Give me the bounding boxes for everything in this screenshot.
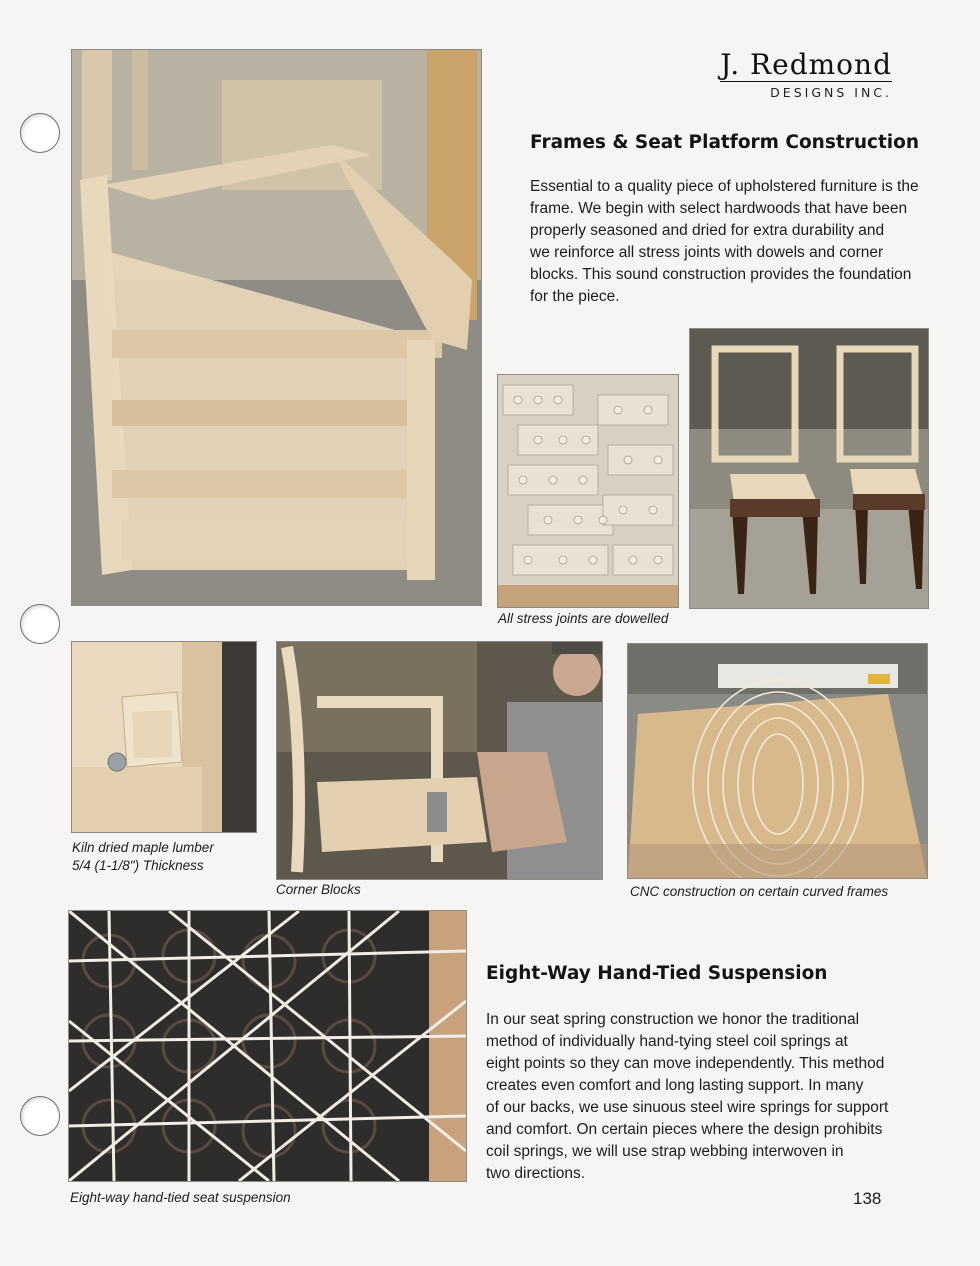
body-line: creates even comfort and long lasting support. In many: [486, 1077, 864, 1094]
caption-kiln-dried: [72, 839, 214, 875]
section-suspension-heading: Eight-Way Hand-Tied Suspension: [486, 963, 828, 984]
kiln-dried-lumber-photo: [71, 641, 257, 833]
body-line: method of individually hand-tying steel coil springs at: [486, 1033, 848, 1050]
body-line: we reinforce all stress joints with dowels and corner: [530, 244, 884, 261]
corner-blocks-photo: [276, 641, 603, 880]
caption-dowels: All stress joints are dowelled: [498, 611, 669, 626]
chair-frames-photo: [689, 328, 929, 609]
section-frames-heading: Frames & Seat Platform Construction: [530, 132, 920, 153]
brand-name: J. Redmond: [720, 48, 892, 81]
brand-logo: [720, 50, 892, 100]
body-line: coil springs, we will use strap webbing interwoven in: [486, 1143, 844, 1160]
caption-line: Kiln dried maple lumber: [72, 840, 214, 855]
body-line: frame. We begin with select hardwoods that have been: [530, 200, 908, 217]
sofa-frame-photo: [71, 49, 482, 606]
section-frames-body: [530, 176, 919, 308]
body-line: In our seat spring construction we honor the traditional: [486, 1011, 860, 1028]
body-line: for the piece.: [530, 288, 620, 305]
body-line: eight points so they can move independently. This method: [486, 1055, 885, 1072]
page-number: 138: [853, 1189, 882, 1208]
body-line: two directions.: [486, 1165, 586, 1182]
brand-subtitle: DESIGNS INC.: [770, 85, 892, 100]
binder-hole-middle: [20, 604, 60, 644]
section-suspension-body: [486, 1009, 888, 1185]
cnc-router-photo: [627, 643, 928, 879]
caption-corner-blocks: Corner Blocks: [276, 882, 361, 897]
dowels-photo: [497, 374, 679, 608]
body-line: blocks. This sound construction provides the foundation: [530, 266, 912, 283]
body-line: and comfort. On certain pieces where the design prohibits: [486, 1121, 883, 1138]
caption-cnc: CNC construction on certain curved frames: [630, 884, 889, 899]
hand-tied-springs-photo: [68, 910, 467, 1182]
body-line: properly seasoned and dried for extra durability and: [530, 222, 885, 239]
caption-line: 5/4 (1-1/8") Thickness: [72, 858, 204, 873]
body-line: of our backs, we use sinuous steel wire springs for support: [486, 1099, 889, 1116]
caption-springs: Eight-way hand-tied seat suspension: [70, 1190, 291, 1205]
binder-hole-top: [20, 113, 60, 153]
body-line: Essential to a quality piece of upholstered furniture is the: [530, 178, 919, 195]
binder-hole-bottom: [20, 1096, 60, 1136]
